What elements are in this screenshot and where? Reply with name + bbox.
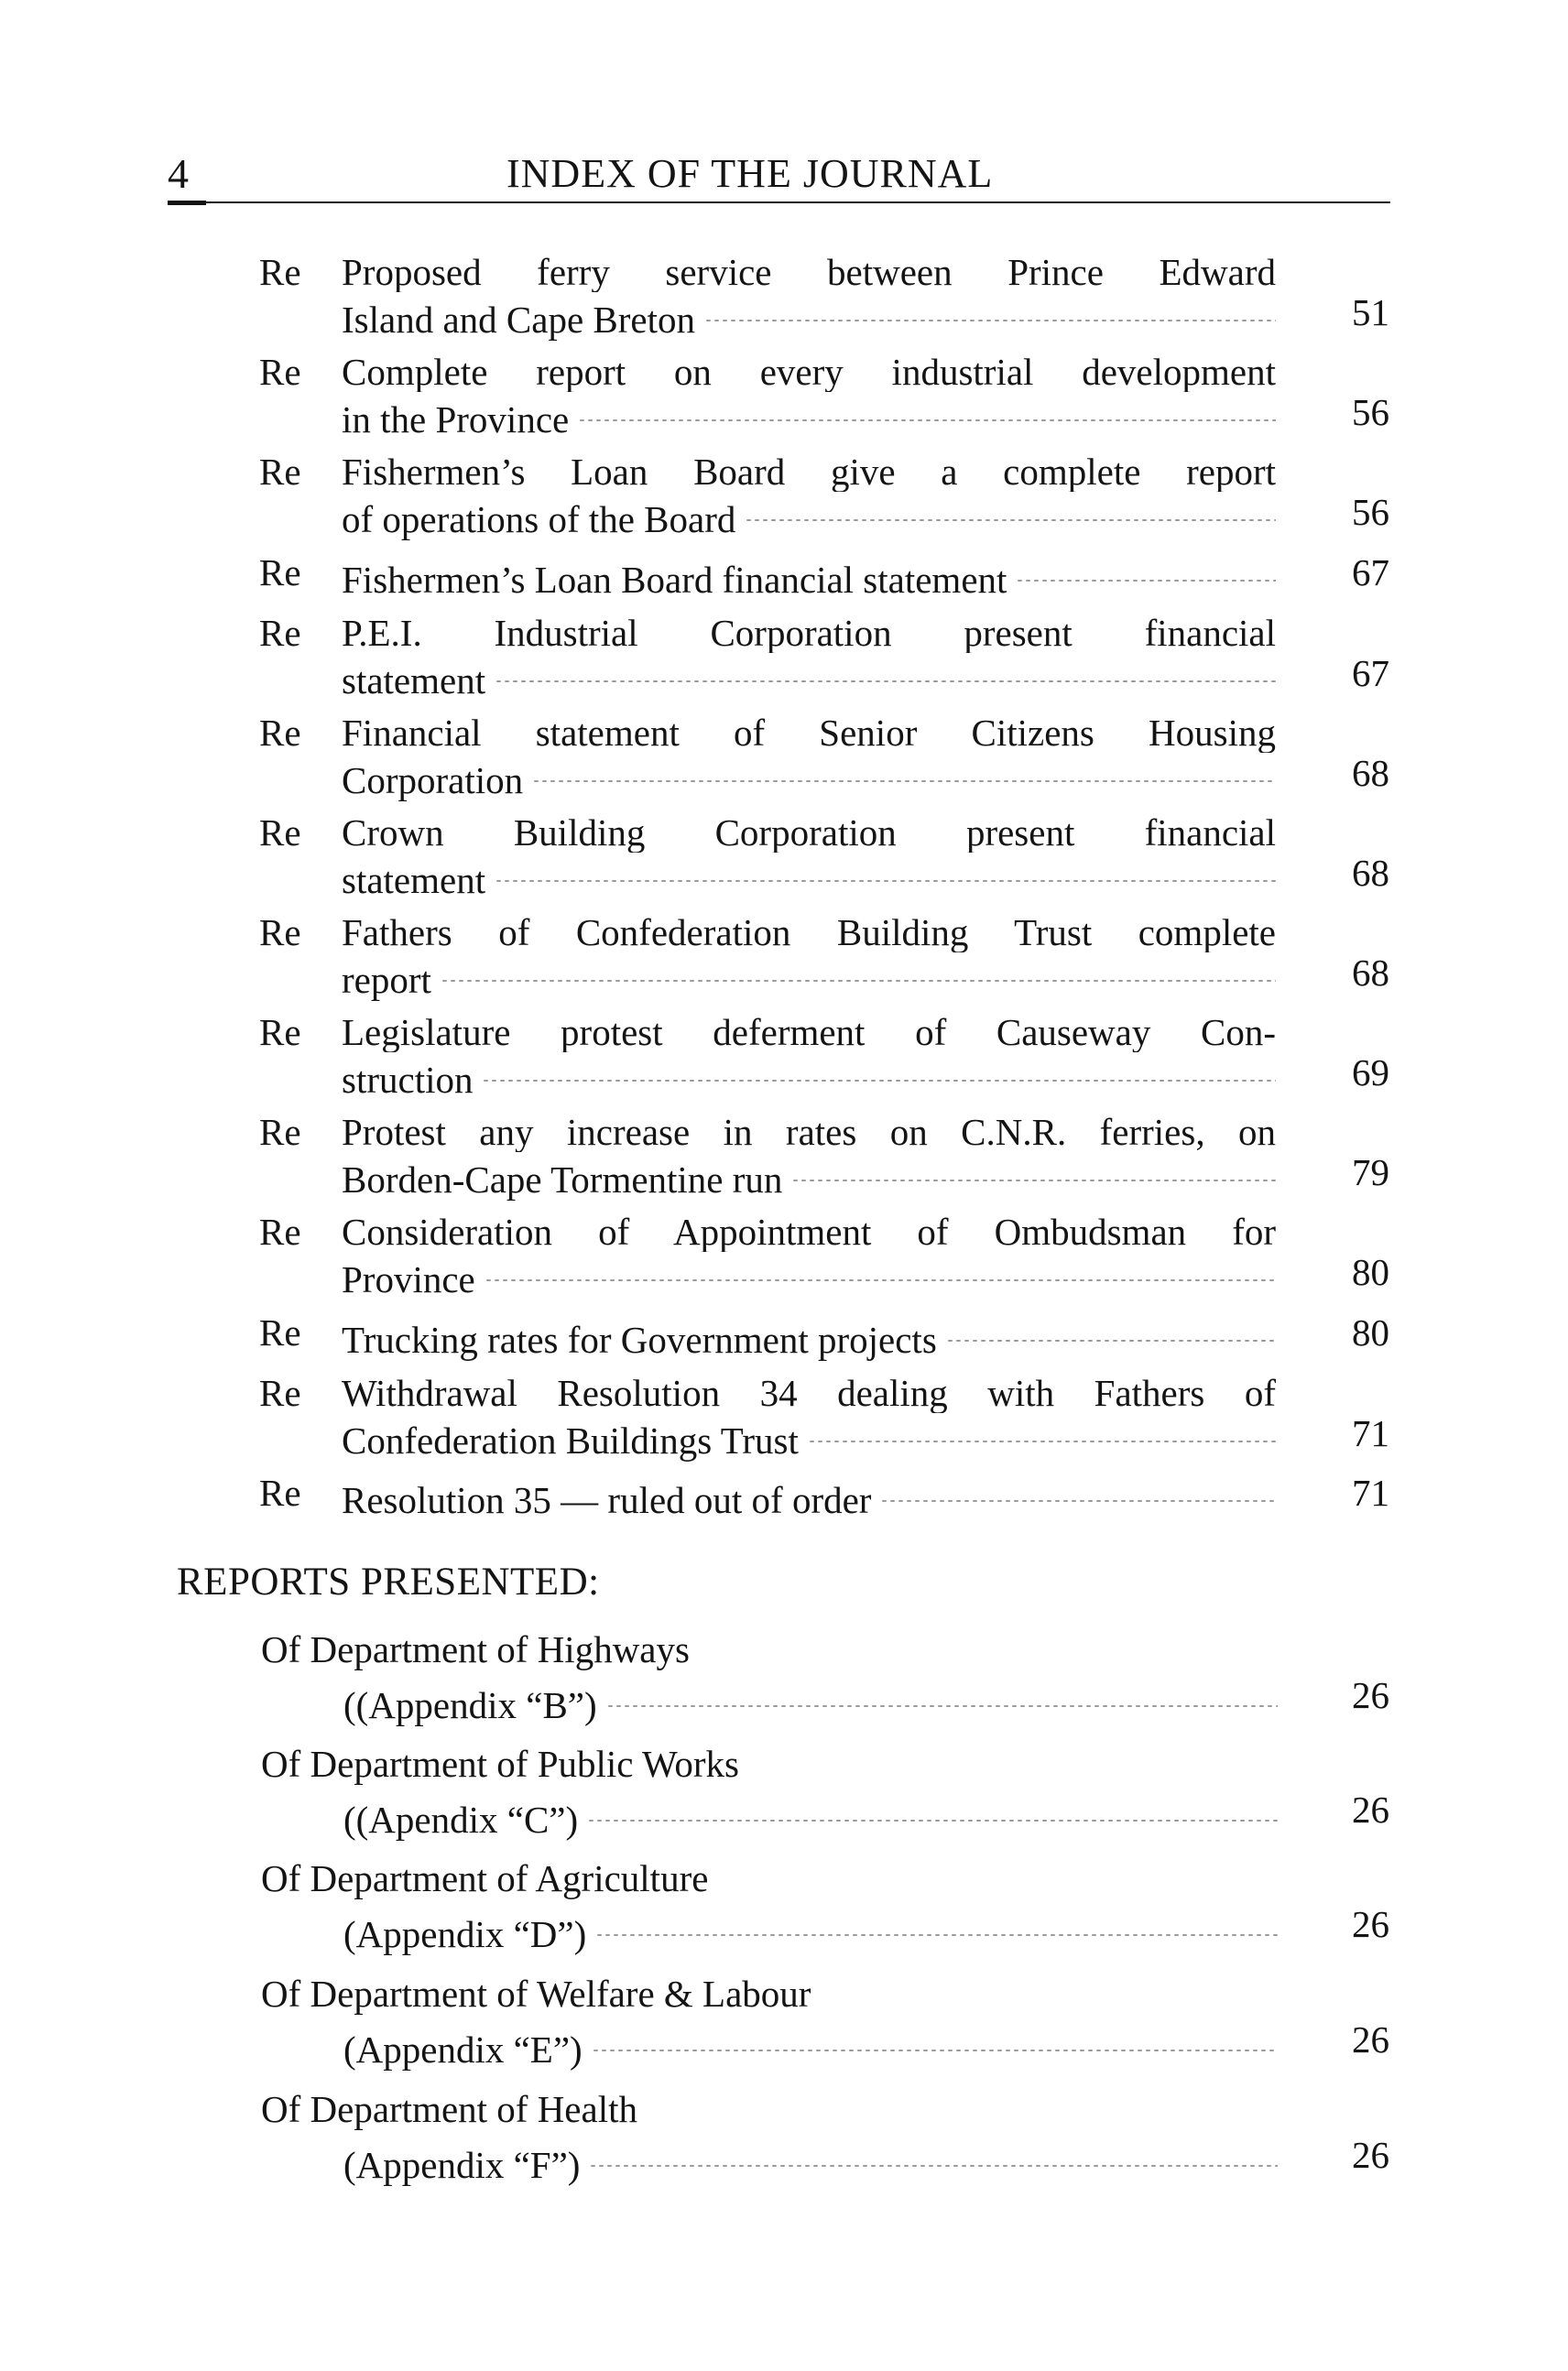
dot-leader [791,1152,1276,1192]
entry-prefix: Re [259,551,301,593]
report-title: Of Department of Health [261,2088,637,2130]
entry-page-number: 56 [1352,491,1389,533]
running-title: INDEX OF THE JOURNAL [506,151,994,196]
entry-line [342,492,1276,540]
report-appendix: ((Apendix “C”) [343,1799,579,1841]
entry-line: Crown Building Corporation present financial [342,812,1276,853]
entry-page-number: 71 [1352,1472,1389,1514]
report-appendix: (Appendix “D”) [343,1913,587,1955]
entry-text [342,1373,1276,1462]
report-page-number: 26 [1352,1903,1389,1945]
entry-line-text: statement [342,859,486,901]
entry-prefix: Re [259,712,301,754]
entry-line: P.E.I. Industrial Corporation present financial [342,613,1276,653]
entry-line-text: Island and Cape Breton [342,299,695,341]
entry-prefix: Re [259,612,301,654]
entry-line [342,653,1276,702]
entry-line [342,1052,1276,1101]
entry-line-text: Corporation [342,759,524,801]
report-title: Of Department of Public Works [261,1743,740,1785]
report-appendix: (Appendix “F”) [343,2144,581,2186]
entry-line [342,753,1276,801]
entry-line: Complete report on every industrial development [342,352,1276,392]
entry-text [342,1312,1276,1361]
entry-line [342,853,1276,901]
entry-line: Protest any increase in rates on C.N.R. ferries, on [342,1112,1276,1152]
reports-heading: REPORTS PRESENTED: [177,1561,600,1604]
dot-leader [880,1473,1276,1513]
entry-line-text: in the Province [342,398,570,440]
entry-line: Financial statement of Senior Citizens Housing [342,712,1276,753]
page-number: 4 [168,150,189,197]
page-header [168,147,1390,201]
entry-line-text: struction [342,1059,474,1101]
entry-line [342,1473,1276,1521]
entry-line-text: Province [342,1258,475,1300]
report-page-number: 26 [1352,1674,1389,1716]
report-appendix-line [343,2017,1278,2071]
entry-line-text: statement [342,659,486,702]
entry-prefix: Re [259,811,301,854]
entry-line: Fishermen’s Loan Board give a complete report [342,451,1276,492]
dot-leader [578,392,1276,432]
header-rule-accent [168,201,206,205]
report-page-number: 26 [1352,2134,1389,2176]
entry-prefix: Re [259,1211,301,1253]
entry-line: Proposed ferry service between Prince Edward [342,252,1276,292]
entry-prefix: Re [259,911,301,953]
report-appendix-line [343,1901,1278,1955]
entry-page-number: 69 [1352,1051,1389,1093]
entry-text [342,812,1276,901]
entry-page-number: 68 [1352,752,1389,794]
entry-text [342,352,1276,440]
dot-leader [808,1413,1276,1453]
entry-line: Legislature protest deferment of Causeway Con- [342,1012,1276,1052]
dot-leader [589,2132,1278,2178]
entry-page-number: 80 [1352,1311,1389,1354]
entry-line-text: report [342,959,431,1001]
entry-prefix: Re [259,1311,301,1354]
entry-text [342,252,1276,341]
entry-line-text: of operations of the Board [342,498,736,540]
header-rule [168,201,1390,203]
entry-line [342,552,1276,601]
report-title: Of Department of Highways [261,1628,690,1670]
entry-text [342,1473,1276,1521]
dot-leader [495,853,1276,893]
dot-leader [485,1252,1276,1292]
entry-line [342,1312,1276,1361]
entry-page-number: 79 [1352,1151,1389,1193]
entry-page-number: 67 [1352,551,1389,593]
entry-line [342,392,1276,440]
report-appendix-line [343,1787,1278,1841]
entry-prefix: Re [259,1372,301,1414]
dot-leader [704,292,1276,332]
entry-page-number: 71 [1352,1412,1389,1454]
entry-line: Fathers of Confederation Building Trust complete [342,912,1276,952]
entry-page-number: 51 [1352,291,1389,333]
entry-page-number: 67 [1352,652,1389,694]
entry-page-number: 68 [1352,852,1389,894]
dot-leader [587,1787,1278,1833]
dot-leader [482,1052,1276,1093]
entry-text [342,1112,1276,1201]
entry-text [342,552,1276,601]
report-page-number: 26 [1352,1789,1389,1831]
dot-leader [745,492,1276,532]
entry-line [342,1252,1276,1300]
entry-line-text: Borden-Cape Tormentine run [342,1158,783,1201]
dot-leader [495,653,1276,693]
entry-line [342,1152,1276,1201]
report-appendix-line [343,2132,1278,2186]
dot-leader [595,1901,1278,1947]
entry-prefix: Re [259,1011,301,1053]
entry-line: Consideration of Appointment of Ombudsman for [342,1212,1276,1252]
entry-line-text: Resolution 35 — ruled out of order [342,1479,872,1521]
entry-prefix: Re [259,351,301,393]
entry-text [342,613,1276,702]
dot-leader [592,2017,1278,2062]
entry-text [342,451,1276,540]
entry-text [342,912,1276,1001]
entry-prefix: Re [259,251,301,293]
entry-prefix: Re [259,1472,301,1514]
entry-line [342,952,1276,1001]
report-appendix: ((Appendix “B”) [343,1684,597,1726]
entry-text [342,1012,1276,1101]
entry-page-number: 80 [1352,1251,1389,1293]
dot-leader [441,952,1276,993]
report-appendix: (Appendix “E”) [343,2028,583,2071]
entry-prefix: Re [259,451,301,493]
entry-text [342,712,1276,801]
entry-line [342,1413,1276,1462]
entry-text [342,1212,1276,1300]
report-title: Of Department of Welfare & Labour [261,1973,811,2015]
entry-line: Withdrawal Resolution 34 dealing with Fathers of [342,1373,1276,1413]
report-page-number: 26 [1352,2018,1389,2061]
report-title: Of Department of Agriculture [261,1857,709,1899]
entry-line-text: Trucking rates for Government projects [342,1319,937,1361]
dot-leader [1016,552,1276,593]
entry-page-number: 56 [1352,391,1389,433]
report-appendix-line [343,1672,1278,1726]
dot-leader [606,1672,1278,1718]
entry-line-text: Fishermen’s Loan Board financial statement [342,559,1007,601]
entry-prefix: Re [259,1111,301,1153]
dot-leader [532,753,1276,793]
entry-line [342,292,1276,341]
entry-page-number: 68 [1352,952,1389,994]
dot-leader [946,1312,1276,1353]
entry-line-text: Confederation Buildings Trust [342,1419,799,1462]
